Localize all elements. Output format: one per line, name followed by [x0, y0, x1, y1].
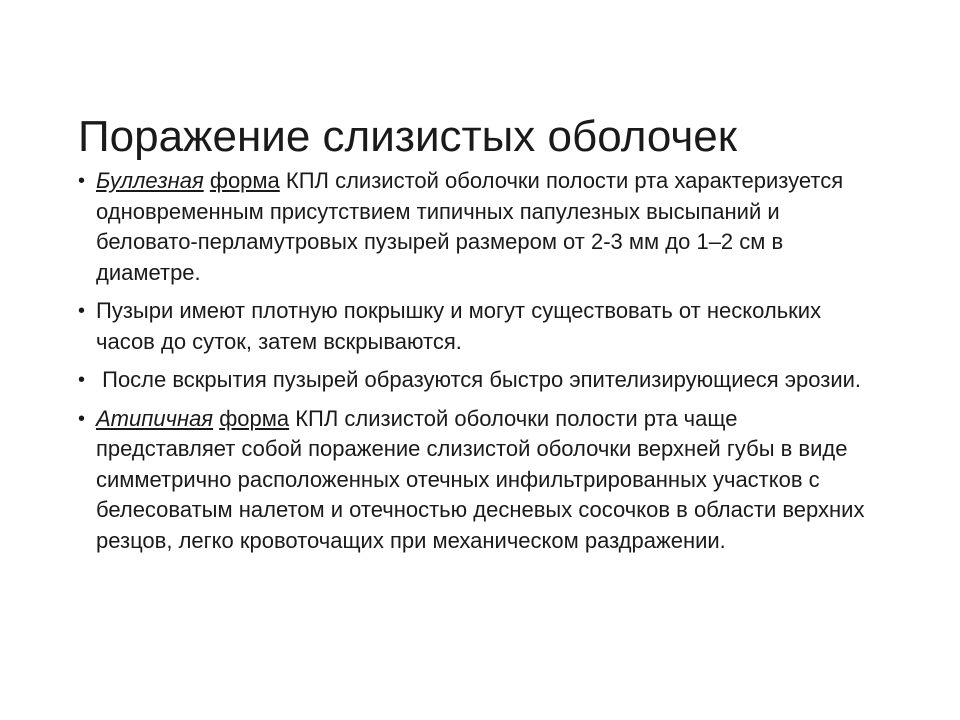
bullet-dot-icon: •	[78, 407, 86, 430]
term-bullous: Буллезная	[96, 168, 204, 193]
slide-title: Поражение слизистых оболочек	[78, 112, 738, 162]
bullet-item-atypical-form	[78, 404, 878, 557]
bullet-item-erosions	[78, 365, 878, 396]
bullet-item-blisters	[78, 296, 878, 357]
bullet-text: После вскрытия пузырей образуются быстро эпителизирующиеся эрозии.	[96, 367, 862, 392]
bullet-text: КПЛ слизистой оболочки полости рта характеризуется одновременным присутствием типичных папулезных высыпаний и беловато-перламутровых пузырей размером от 2-3 мм до 1–2 см в диаметре.	[96, 168, 844, 285]
bullet-dot-icon: •	[78, 369, 86, 391]
bullet-dot-icon: •	[78, 300, 86, 322]
bullet-dot-icon: •	[78, 170, 86, 192]
bullet-list	[78, 166, 878, 564]
bullet-item-bullous-form	[78, 166, 878, 288]
term-atypical: Атипичная	[96, 405, 214, 431]
term-form: форма	[209, 168, 280, 193]
bullet-text: КПЛ слизистой оболочки полости рта чаще представляет собой поражение слизистой оболочки верхней губы в виде симметрично расположенных отечных инфильтрированных участков с белесоватым налетом и отечностью десневых сосочков в области верхних резцов, легко кровоточащих при механическом раздражении.	[96, 405, 865, 553]
term-form: форма	[219, 405, 290, 431]
bullet-text: Пузыри имеют плотную покрышку и могут существовать от нескольких часов до суток, затем вскрываются.	[96, 298, 822, 354]
